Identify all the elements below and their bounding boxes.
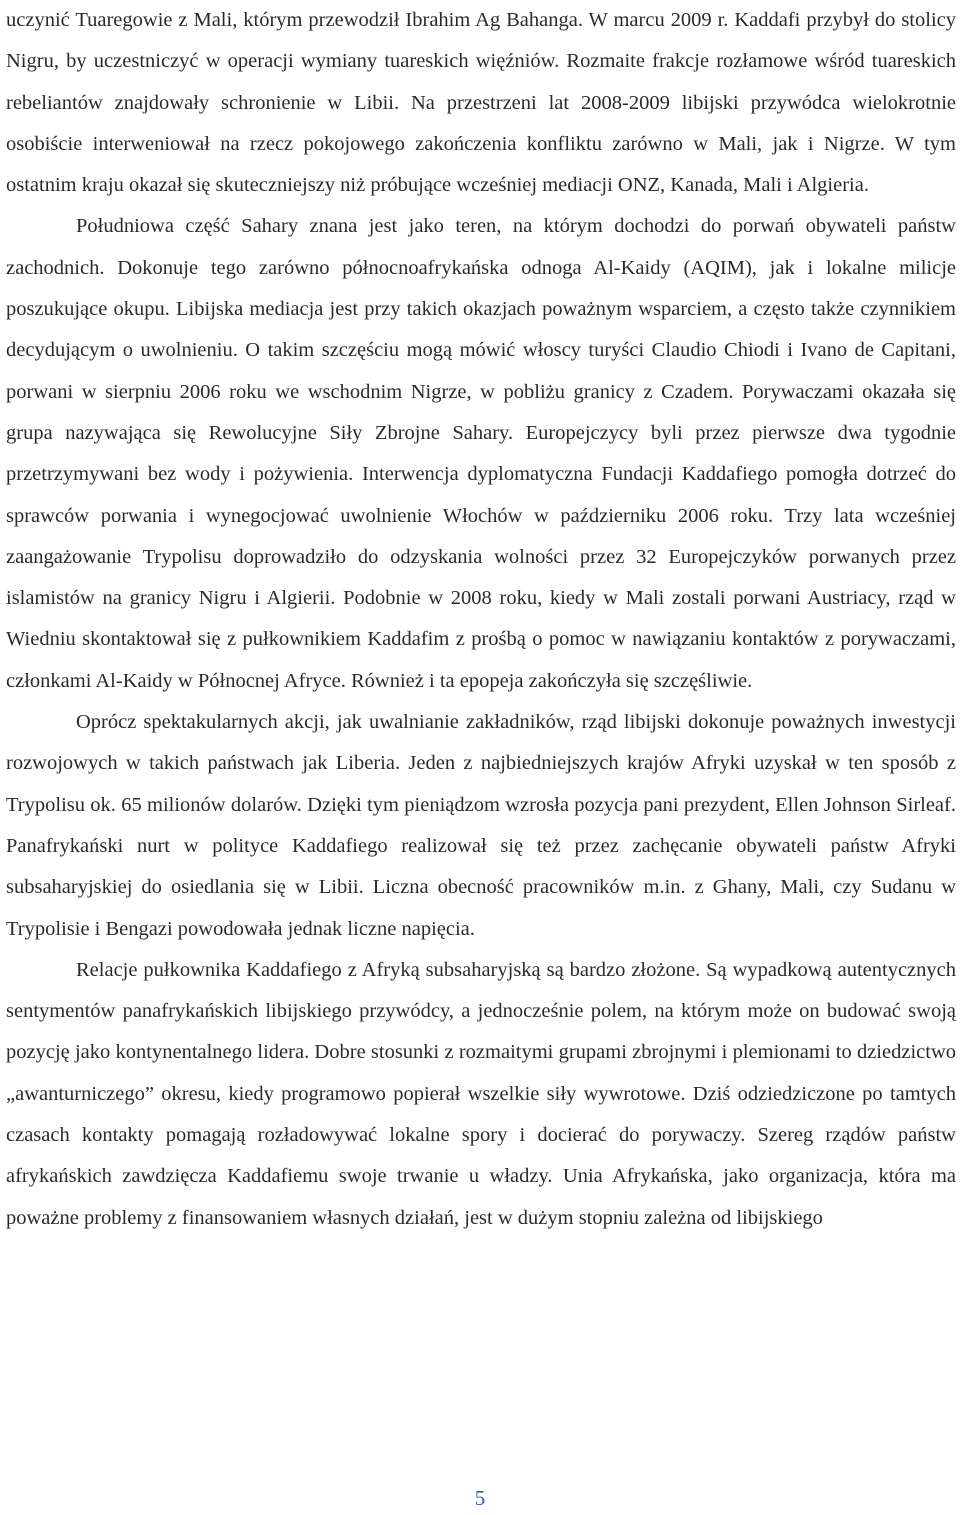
paragraph-2	[6, 206, 956, 702]
paragraph-1-run-2: W tym ostatnim kraju okazał się skuteczniejszy niż próbujące wcześniej mediacji ONZ, Kanada, Mali i Algieria.	[6, 132, 956, 197]
paragraph-4-run-1: Relacje pułkownika Kaddafiego z Afryką subsaharyjską są bardzo złożone. Są wypadkową autentycznych sentymentów panafrykańskich libijskiego przywódcy, a jednocześnie polem, na którym może on budować swoją pozycję jako kontynentalnego lidera. Dobre stosunki z rozmaitymi grupami zbrojnymi i plemionami to dziedzictwo „awanturniczego” okresu, kiedy programowo popierał wszelkie siły wywrotowe. Dziś odziedziczone po tamtych czasach kontakty pomagają rozładowywać lokalne spory i docierać do porywaczy. Szereg rządów państw afrykańskich zawdzięcza Kaddafiemu swoje trwanie u władzy. Unia Afrykańska, jako organizacja, która ma poważne problemy z finansowaniem własnych działań, jest w dużym stopniu zależna od libijskiego	[6, 958, 956, 1229]
paragraph-1-run-1: uczynić Tuaregowie z Mali, którym przewodził Ibrahim Ag Bahanga. W marcu 2009 r. Kaddafi przybył do stolicy Nigru, by uczestniczyć w operacji wymiany tuareskich więźniów. Rozmaite frakcje rozłamowe wśród tuareskich rebeliantów znajdowały schronienie w Libii. Na przestrzeni lat 2008-2009 libijski przywódca wielokrotnie osobiście interweniował na rzecz pokojowego zakończenia konfliktu zarówno w Mali, jak i Nigrze.	[6, 9, 956, 155]
paragraph-1	[6, 0, 956, 206]
paragraph-3-run-1: Oprócz spektakularnych akcji, jak uwalnianie zakładników, rząd libijski dokonuje poważnych inwestycji rozwojowych w takich państwach jak Liberia. Jeden z najbiedniejszych krajów Afryki uzyskał w ten sposób z Trypolisu ok. 65 milionów dolarów. Dzięki tym pieniądzom wzrosła pozycja pani prezydent, Ellen Johnson Sirleaf. Panafrykański nurt w polityce Kaddafiego realizował się też przez zachęcanie obywateli państw Afryki subsaharyjskiej do osiedlania się w Libii. Liczna obecność pracowników m.in. z Ghany, Mali, czy Sudanu w Trypolisie i Bengazi powodowała jednak liczne napięcia.	[6, 711, 956, 940]
paragraph-2-run-1: Południowa część Sahary znana jest jako teren, na którym dochodzi do porwań obywateli państw zachodnich. Dokonuje tego zarówno północnoafrykańska odnoga Al-Kaidy (AQIM), jak i lokalne milicje poszukujące okupu. Libijska mediacja jest przy takich okazjach poważnym wsparciem, a często także czynnikiem decydującym o uwolnieniu. O takim szczęściu mogą mówić włoscy turyści Claudio Chiodi i Ivano de Capitani, porwani w sierpniu 2006 roku we wschodnim Nigrze, w pobliżu granicy z Czadem. Porywaczami okazała się grupa nazywająca się Rewolucyjne Siły Zbrojne Sahary. Europejczycy byli przez pierwsze dwa tygodnie przetrzymywani bez wody i pożywienia. Interwencja dyplomatyczna Fundacji Kaddafiego pomogła dotrzeć do sprawców porwania i wynegocjować uwolnienie Włochów w październiku 2006 roku. Trzy lata wcześniej zaangażowanie Trypolisu doprowadziło do odzyskania wolności przez 32 Europejczyków porwanych przez islamistów na granicy Nigru i Algierii. Podobnie w 2008 roku, kiedy w Mali zostali porwani Austriacy, rząd w Wiedniu skontaktował się z pułkownikiem Kaddafim z prośbą o pomoc w nawiązaniu kontaktów z porywaczami, członkami Al-Kaidy w Północnej Afryce. Również i ta epopeja zakończyła się szczęśliwie.	[6, 215, 956, 692]
paragraph-3	[6, 702, 956, 950]
page-number: 5	[474, 1486, 486, 1510]
paragraph-4	[6, 950, 956, 1239]
document-body	[6, 0, 956, 1239]
